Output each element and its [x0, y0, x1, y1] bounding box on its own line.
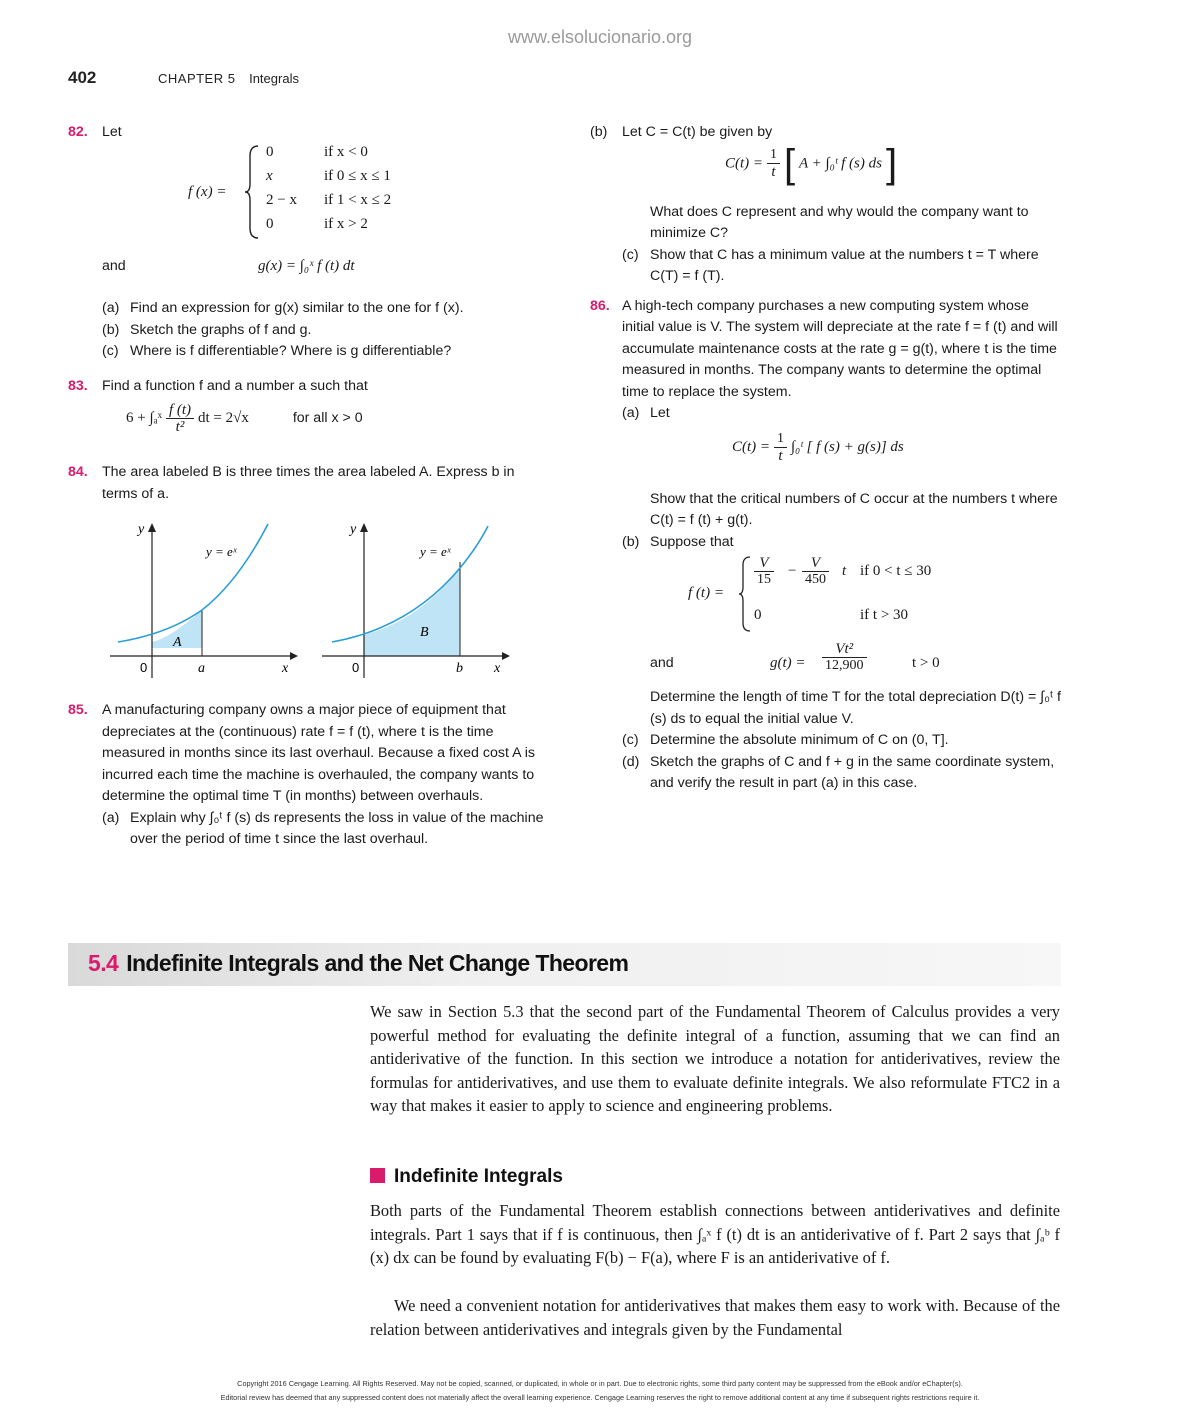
subsection-heading	[370, 1166, 563, 1188]
fx-label: f (x) =	[188, 184, 227, 200]
exercise-82-parts	[102, 298, 548, 363]
part-d: (d) Sketch the graphs of C and f + g in the same coordinate system, and verify the result in part (a) in this case.	[622, 753, 1055, 791]
exercise-85	[68, 700, 548, 857]
running-head	[68, 68, 299, 88]
x-axis-arrow	[290, 652, 298, 660]
equation-ct-86: C(t) = $\frac{1}{t}$ ∫₀ᵗ [ f (s) + g(s)] ds	[732, 430, 904, 464]
exercise-text: Find a function f and a number a such that	[102, 378, 368, 394]
y-label: y	[350, 522, 357, 537]
eq-condition: for all x > 0	[292, 409, 363, 426]
section-name: Indefinite Integrals and the Net Change Theorem	[126, 950, 629, 976]
right-bracket: ]	[885, 141, 898, 186]
y-axis-arrow	[148, 523, 156, 532]
y-label: y	[138, 522, 145, 537]
g-definition-86: and g(t) = $\frac{\text{Vt²}}{12,900}$ t > 0	[650, 641, 940, 673]
x-axis-arrow	[502, 652, 510, 660]
left-brace	[738, 555, 752, 633]
case-cond: if x > 2	[324, 216, 368, 232]
x-label: x	[282, 661, 289, 676]
equation-ct: C(t) = $\frac{1}{t}$ [ A + ∫₀ᵗ f (s) ds ]	[725, 141, 898, 186]
part-a: (a) Find an expression for g(x) similar to the one for f (x).	[102, 300, 464, 316]
exercise-text: A high-tech company purchases a new computing system whose initial value is V. The system will depreciate at the rate f = f (t) and will accumulate maintenance costs at the rate g = g(t), where t is the time measured in months. The company wants to determine the optimal time to replace the system.	[622, 297, 1058, 400]
exercise-number: 85.	[68, 702, 88, 718]
page-number: 402	[68, 68, 97, 87]
intro-paragraph: We saw in Section 5.3 that the second part of the Fundamental Theorem of Calculus provides a very powerful method for evaluating the definite integral of a function, assuming that we can find an antiderivative of the function. In this section we introduce a notation for antiderivatives, review the formulas for antiderivatives, and use them to evaluate definite integrals. We also reformulate FTC2 in a way that makes it easier to apply to science and engineering problems.	[370, 1002, 1060, 1116]
chapter-label: CHAPTER 5	[158, 71, 236, 86]
case-row: 0	[266, 144, 274, 160]
frac-v-450: $\frac{V}{450}$	[802, 555, 829, 588]
part-c: (c) Determine the absolute minimum of C on (0, T].	[622, 732, 949, 748]
paragraph-2: We need a convenient notation for antiderivatives that makes them easy to work with. Because of the relation between antiderivatives and integrals given by the Fundamental	[370, 1296, 1060, 1339]
part-b-text: Determine the length of time T for the total depreciation D(t) = ∫₀ᵗ f (s) ds to equal the initial value V.	[650, 689, 1062, 727]
exercise-text: The area labeled B is three times the area labeled A. Express b in terms of a.	[102, 464, 515, 502]
part-a: (a) Explain why ∫₀ᵗ f (s) ds represents the loss in value of the machine over the period of time t since the last overhaul.	[102, 809, 544, 847]
tick-label-a: a	[198, 661, 205, 676]
and-label: and	[102, 258, 126, 274]
footer-line-2: Editorial review has deemed that any suppressed content does not materially affect the overall learning experience. Cengage Learning reserves the right to remove additional content at any time if subsequent rights restrictions require it.	[220, 1393, 980, 1402]
exercise-number: 84.	[68, 464, 88, 480]
area-label-b: B	[420, 625, 429, 640]
piecewise-ft: f (t) = $\frac{V}{15}$ − $\frac{V}{450}$ t if 0 < t ≤ 30 0 if t > 30	[622, 553, 1065, 639]
exercise-85-body	[68, 700, 548, 851]
case-row: x	[266, 168, 273, 184]
frac-v-15: $\frac{V}{15}$	[754, 555, 774, 588]
section-title	[88, 950, 628, 977]
section-number: 5.4	[88, 950, 119, 976]
graph-area-a	[108, 518, 308, 678]
exercise-82	[68, 122, 548, 370]
gt-fraction: $\frac{\text{Vt²}}{12,900}$	[822, 641, 867, 674]
equation-83	[126, 402, 363, 446]
exercise-number: 83.	[68, 378, 88, 394]
origin-label: 0	[352, 660, 360, 675]
tick-label-b: b	[456, 661, 463, 676]
case-row: 0	[266, 216, 274, 232]
watermark: www.elsolucionario.org	[507, 27, 693, 47]
curve-label: y = eˣ	[420, 544, 451, 559]
piecewise-f	[188, 142, 528, 242]
left-brace	[244, 144, 260, 240]
exercise-83	[68, 376, 548, 456]
footer-line-1: Copyright 2016 Cengage Learning. All Rights Reserved. May not be copied, scanned, or duplicated, in whole or in part. Due to electronic rights, some third party content may be suppressed from the eBook and/or eChapter(s).	[237, 1379, 963, 1388]
part-b: (b) Suppose that	[622, 533, 734, 550]
case-row: 2 − x	[266, 192, 297, 208]
ct-fraction: $\frac{1}{t}$	[774, 431, 787, 464]
eq-fraction: $\frac{f (t)}{\text{t²}}$	[166, 402, 194, 435]
case-cond: if 1 < x ≤ 2	[324, 192, 392, 208]
exercise-number: 82.	[68, 124, 88, 140]
exercise-number: 86.	[590, 297, 610, 314]
part-c: (c) Where is f differentiable? Where is g differentiable?	[102, 343, 452, 359]
origin-label: 0	[140, 660, 148, 675]
part-a: (a) Let	[622, 405, 670, 421]
eq-rhs: dt = 2√x	[198, 409, 249, 426]
right-column	[590, 122, 1065, 801]
area-label-a: A	[173, 635, 182, 650]
ex85-part-c: (c) Show that C has a minimum value at the numbers t = T where C(T) = f (T).	[622, 246, 1039, 284]
case-cond: if 0 ≤ x ≤ 1	[324, 168, 391, 184]
exercise-intro: Let	[102, 124, 122, 140]
part-a-text: Show that the critical numbers of C occur at the numbers t where C(t) = f (t) + g(t).	[650, 490, 1058, 528]
curve-label: y = eˣ	[206, 544, 237, 559]
case-cond: if x < 0	[324, 144, 368, 160]
subsection-title: Indefinite Integrals	[394, 1166, 563, 1187]
part-b: (b) Sketch the graphs of f and g.	[102, 321, 312, 338]
chapter-name: Integrals	[249, 71, 299, 86]
x-label: x	[494, 661, 501, 676]
exercise-text: A manufacturing company owns a major piece of equipment that depreciates at the (continuous) rate f = f (t), where t is the time measured in months since its last overhaul. Because a fixed cost A is incurred each time the machine is overhauled, the company wants to determine the optimal time T (in months) between overhauls.	[102, 702, 535, 804]
ct-fraction: $\frac{1}{t}$	[767, 147, 780, 180]
y-axis-arrow	[360, 523, 368, 532]
left-bracket: [	[783, 141, 796, 186]
shaded-area-b	[364, 568, 460, 656]
square-bullet-icon	[370, 1168, 385, 1183]
exercise-86	[590, 296, 1065, 795]
paragraph-1: Both parts of the Fundamental Theorem establish connections between antiderivatives and definite integrals. Part 1 says that if f is continuous, then ∫ₐˣ f (t) dt is an antiderivative of f. Part 2 says that ∫ₐᵇ f (x) dx can be found by evaluating F(b) − F(a), where F is an antiderivative of f.	[370, 1201, 1060, 1268]
g-definition: g(x) = ∫₀ˣ f (t) dt	[258, 258, 355, 274]
graph-area-b	[320, 518, 520, 678]
eq-lhs: 6 + ∫ₐˣ	[126, 409, 163, 426]
ex85-part-b: (b) Let C = C(t) be given by	[590, 124, 773, 140]
ex85-part-b-question: What does C represent and why would the company want to minimize C?	[650, 203, 1029, 241]
